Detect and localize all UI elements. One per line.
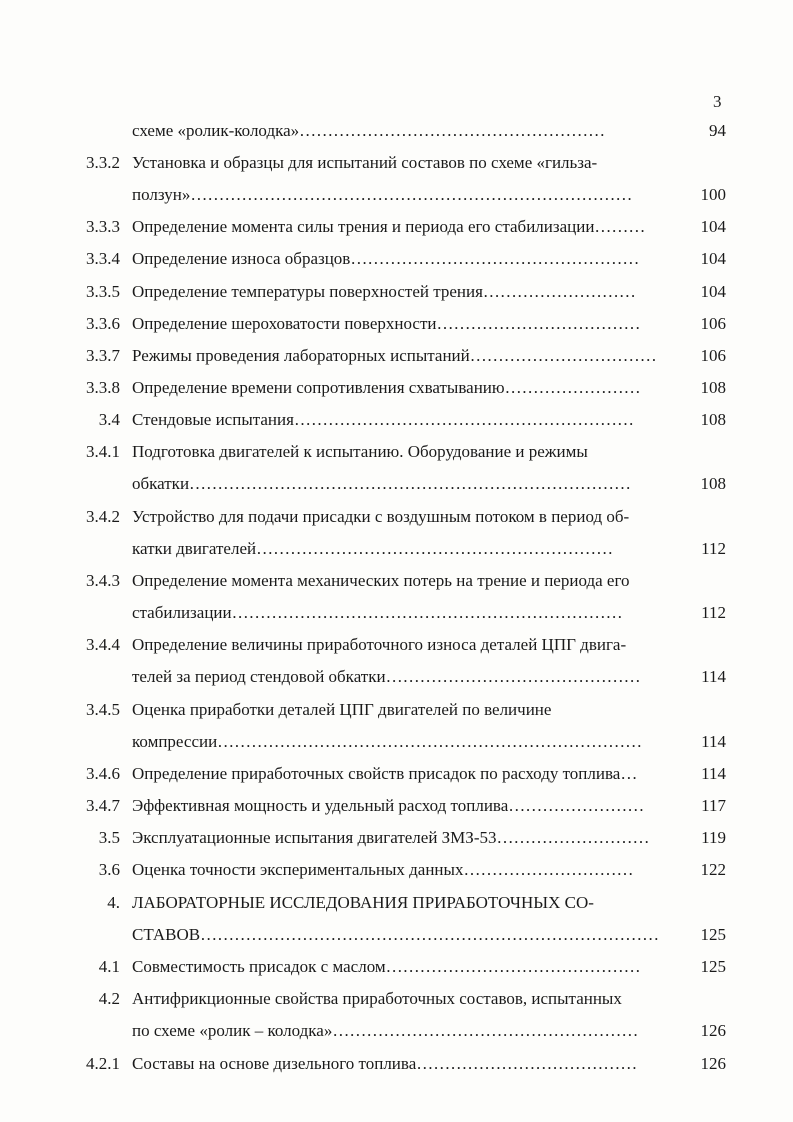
toc-chapter-title: ЛАБОРАТОРНЫЕ ИССЛЕДОВАНИЯ ПРИРАБОТОЧНЫХ СО-: [132, 893, 594, 912]
toc-entry-page: 106: [700, 346, 726, 365]
toc-entry-title: Определение температуры поверхностей трения………………………: [132, 282, 636, 301]
toc-entry-number: 3.3.3: [86, 217, 120, 236]
toc-entry-number: 3.3.4: [86, 249, 120, 268]
toc-entry-title: Определение приработочных свойств присадок по расходу топлива…: [132, 764, 638, 783]
toc-entry-title: схеме «ролик-колодка»………………………………………………: [132, 121, 606, 140]
toc-entry-title: Антифрикционные свойства приработочных составов, испытанных: [132, 989, 622, 1008]
toc-entry-page: 104: [700, 282, 726, 301]
toc-entry-page: 114: [701, 667, 726, 686]
toc-entry-page: 114: [701, 732, 726, 751]
toc-entry-page: 125: [700, 925, 726, 944]
toc-entry-number: 3.3.2: [86, 153, 120, 172]
toc-entry-number: 3.4.3: [86, 571, 120, 590]
toc-entry-number: 4.: [107, 893, 120, 912]
toc-entry-title: Подготовка двигателей к испытанию. Оборудование и режимы: [132, 442, 588, 461]
toc-entry-number: 3.5: [98, 828, 120, 847]
toc-entry-page: 114: [701, 764, 726, 783]
toc-entry-page: 108: [700, 378, 726, 397]
toc-entry-title-continued: по схеме «ролик – колодка»………………………………………………: [132, 1021, 639, 1040]
toc-entry-number: 3.6: [98, 860, 120, 879]
toc-entry-number: 3.3.5: [86, 282, 120, 301]
toc-entry-number: 4.2.1: [86, 1054, 120, 1073]
toc-entry-number: 4.1: [98, 957, 120, 976]
toc-entry-number: 4.2: [98, 989, 120, 1008]
toc-entry-number: 3.4.4: [86, 635, 120, 654]
page-number: 3: [713, 92, 722, 111]
toc-entry-number: 3.4.1: [86, 442, 120, 461]
toc-entry-page: 94: [709, 121, 726, 140]
toc-entry-number: 3.3.6: [86, 314, 120, 333]
toc-entry-title: Эффективная мощность и удельный расход топлива……………………: [132, 796, 645, 815]
toc-entry-number: 3.4.2: [86, 507, 120, 526]
toc-entry-number: 3.4.7: [86, 796, 120, 815]
toc-entry-number: 3.4: [98, 410, 120, 429]
toc-entry-title-continued: компрессии…………………………………………………………………: [132, 732, 643, 751]
toc-entry-page: 100: [700, 185, 726, 204]
toc-entry-title-continued: стабилизации……………………………………………………………: [132, 603, 623, 622]
toc-entry-page: 119: [701, 828, 726, 847]
toc-entry-page: 112: [701, 539, 726, 558]
toc-entry-title: Оценка точности экспериментальных данных…………………………: [132, 860, 634, 879]
toc-entry-title: Режимы проведения лабораторных испытаний……………………………: [132, 346, 657, 365]
toc-entry-number: 3.4.5: [86, 700, 120, 719]
toc-entry-page: 126: [700, 1021, 726, 1040]
toc-entry-page: 126: [700, 1054, 726, 1073]
toc-entry-number: 3.3.7: [86, 346, 120, 365]
toc-entry-title: Эксплуатационные испытания двигателей ЗМЗ-53………………………: [132, 828, 650, 847]
toc-chapter-title-continued: СТАВОВ………………………………………………………………………: [132, 925, 660, 944]
toc-entry-title-continued: обкатки……………………………………………………………………: [132, 474, 632, 493]
toc-entry-page: 104: [700, 249, 726, 268]
toc-entry-title: Совместимость присадок с маслом………………………………………: [132, 957, 641, 976]
toc-entry-title-continued: катки двигателей………………………………………………………: [132, 539, 614, 558]
toc-entry-title: Определение момента механических потерь на трение и периода его: [132, 571, 630, 590]
toc-entry-page: 108: [700, 410, 726, 429]
toc-entry-title: Определение момента силы трения и периода его стабилизации………: [132, 217, 646, 236]
toc-entry-number: 3.4.6: [86, 764, 120, 783]
toc-entry-page: 112: [701, 603, 726, 622]
toc-entry-title: Определение времени сопротивления схватыванию……………………: [132, 378, 641, 397]
toc-entry-title: Определение величины приработочного износа деталей ЦПГ двига-: [132, 635, 627, 654]
toc-entry-title: Устройство для подачи присадки с воздушным потоком в период об-: [132, 507, 630, 526]
toc-entry-title: Составы на основе дизельного топлива…………………………………: [132, 1054, 638, 1073]
toc-entry-title: Оценка приработки деталей ЦПГ двигателей по величине: [132, 700, 552, 719]
toc-entry-title: Определение шероховатости поверхности………………………………: [132, 314, 641, 333]
toc-entry-title-continued: ползун»……………………………………………………………………: [132, 185, 633, 204]
toc-entry-page: 106: [700, 314, 726, 333]
toc-entry-title: Установка и образцы для испытаний составов по схеме «гильза-: [132, 153, 598, 172]
toc-entry-page: 108: [700, 474, 726, 493]
toc-entry-title: Определение износа образцов……………………………………………: [132, 249, 640, 268]
toc-entry-title: Стендовые испытания……………………………………………………: [132, 410, 634, 429]
toc-entry-number: 3.3.8: [86, 378, 120, 397]
toc-entry-page: 125: [700, 957, 726, 976]
toc-entry-page: 122: [700, 860, 726, 879]
toc-entry-title-continued: телей за период стендовой обкатки………………………………………: [132, 667, 641, 686]
toc-entry-page: 104: [700, 217, 726, 236]
toc-entry-page: 117: [701, 796, 726, 815]
